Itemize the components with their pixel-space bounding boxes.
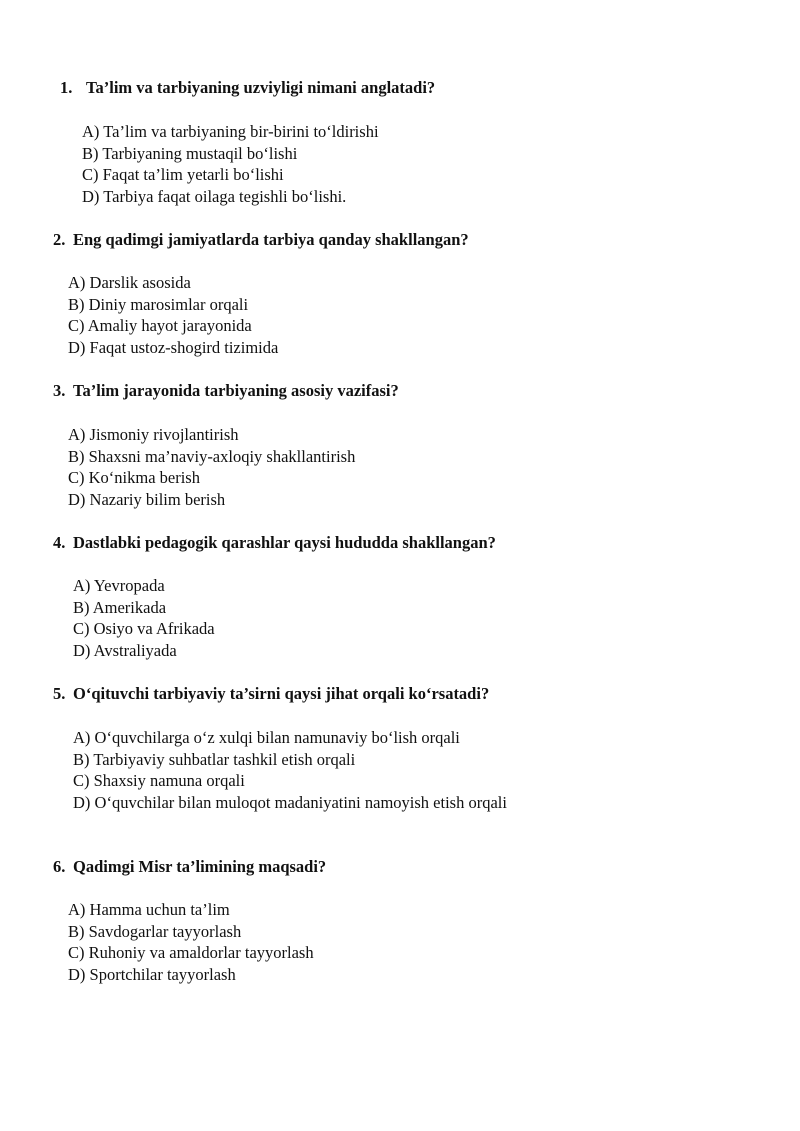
options-list bbox=[82, 121, 379, 208]
option-b: B) Savdogarlar tayyorlash bbox=[68, 921, 242, 941]
question-number: 6. bbox=[53, 857, 66, 876]
option-a: A) Ta’lim va tarbiyaning bir-birini to‘ldirishi bbox=[82, 122, 379, 141]
question-number: 1. bbox=[60, 78, 73, 97]
question-title bbox=[53, 533, 496, 553]
option-b: B) Amerikada bbox=[73, 597, 167, 617]
option-c: C) Osiyo va Afrikada bbox=[73, 619, 215, 639]
question-title bbox=[60, 78, 435, 98]
option-b: B) Tarbiyaviy suhbatlar tashkil etish orqali bbox=[73, 749, 356, 769]
question-title bbox=[53, 381, 399, 401]
options-list bbox=[68, 272, 278, 359]
option-d: D) Nazariy bilim berish bbox=[68, 490, 226, 510]
question-number: 4. bbox=[53, 533, 66, 552]
question-number: 3. bbox=[53, 381, 66, 400]
option-d: D) Sportchilar tayyorlash bbox=[68, 965, 236, 985]
option-a: A) O‘quvchilarga o‘z xulqi bilan namunaviy bo‘lish orqali bbox=[73, 728, 460, 747]
question-text: Dastlabki pedagogik qarashlar qaysi hududda shakllangan? bbox=[73, 533, 496, 552]
question-title bbox=[53, 230, 469, 250]
option-d: D) Tarbiya faqat oilaga tegishli bo‘lishi. bbox=[82, 187, 347, 207]
question-text: O‘qituvchi tarbiyaviy ta’sirni qaysi jihat orqali ko‘rsatadi? bbox=[73, 684, 490, 703]
option-c: C) Amaliy hayot jarayonida bbox=[68, 316, 252, 336]
question-number: 2. bbox=[53, 230, 66, 249]
option-d: D) O‘quvchilar bilan muloqot madaniyatini namoyish etish orqali bbox=[73, 793, 507, 813]
question-title bbox=[53, 857, 326, 877]
options-list bbox=[68, 899, 314, 986]
options-list bbox=[68, 424, 355, 511]
options-list bbox=[73, 575, 215, 662]
question-text: Eng qadimgi jamiyatlarda tarbiya qanday shakllangan? bbox=[73, 230, 469, 249]
question-text: Qadimgi Misr ta’limining maqsadi? bbox=[73, 857, 327, 876]
question-title bbox=[53, 684, 489, 704]
option-b: B) Tarbiyaning mustaqil bo‘lishi bbox=[82, 143, 298, 163]
option-a: A) Yevropada bbox=[73, 576, 165, 595]
option-a: A) Darslik asosida bbox=[68, 273, 191, 292]
option-d: D) Avstraliyada bbox=[73, 641, 177, 661]
option-a: A) Hamma uchun ta’lim bbox=[68, 900, 230, 919]
option-c: C) Faqat ta’lim yetarli bo‘lishi bbox=[82, 165, 284, 185]
option-c: C) Shaxsiy namuna orqali bbox=[73, 771, 245, 791]
question-text: Ta’lim va tarbiyaning uzviyligi nimani anglatadi? bbox=[86, 78, 436, 97]
option-b: B) Diniy marosimlar orqali bbox=[68, 294, 249, 314]
option-d: D) Faqat ustoz-shogird tizimida bbox=[68, 338, 279, 358]
option-c: C) Ruhoniy va amaldorlar tayyorlash bbox=[68, 943, 314, 963]
options-list bbox=[73, 727, 507, 814]
option-a: A) Jismoniy rivojlantirish bbox=[68, 425, 239, 444]
option-b: B) Shaxsni ma’naviy-axloqiy shakllantirish bbox=[68, 446, 356, 466]
question-text: Ta’lim jarayonida tarbiyaning asosiy vazifasi? bbox=[73, 381, 399, 400]
option-c: C) Ko‘nikma berish bbox=[68, 468, 200, 488]
question-number: 5. bbox=[53, 684, 66, 703]
